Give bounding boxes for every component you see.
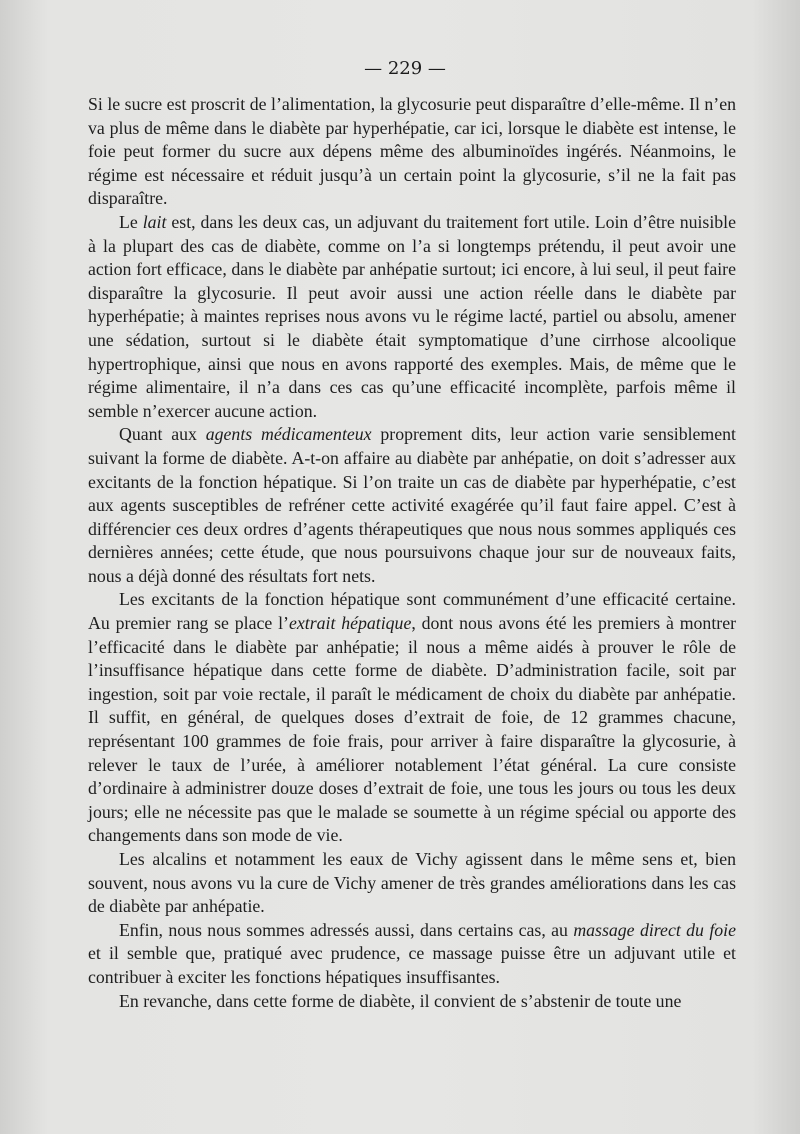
page-number: — 229 — bbox=[364, 58, 446, 79]
text-run: , dont nous avons été les premiers à montrer l’efficacité dans le diabète par anhépatie; il nous a même aidés à prouver le rôle de l’insuffisance hépatique dans cette forme de diabète. D’administration facile, soit par ingestion, soit par voie rectale, il paraît le médicament de choix du diabète par anhépatie. Il suffit, en général, de quelques doses d’extrait de foie, de 12 grammes chacune, représentant 100 grammes de foie frais, pour arriver à faire disparaître la glycosurie, à relever le taux de l’urée, à améliorer notablement l’état général. La cure consiste d’ordinaire à administrer douze doses d’extrait de foie, une tous les jours ou tous les deux jours; elle ne nécessite pas que le malade se soumette à un régime spécial ou apporte des changements dans son mode de vie. bbox=[88, 613, 737, 846]
paragraph bbox=[88, 848, 736, 919]
paragraph bbox=[88, 919, 736, 990]
text-run: proprement dits, leur action varie sensiblement suivant la forme de diabète. A-t-on affaire au diabète par anhépatie, on doit s’adresser aux excitants de la fonction hépatique. Si l’on traite un cas de diabète par hyperhépatie, c’est aux agents susceptibles de refréner cette activité exagérée qu’il faut faire appel. C’est à différencier ces deux ordres d’agents thérapeutiques que nous nous sommes appliqués ces dernières années; cette étude, que nous poursuivons chaque jour sur de nouveaux faits, nous a déjà donné des résultats fort nets. bbox=[88, 424, 736, 586]
paragraph bbox=[88, 588, 736, 848]
italic-phrase: agents médicamenteux bbox=[205, 424, 372, 445]
text-run: En revanche, dans cette forme de diabète, il convient de s’abstenir de toute une bbox=[119, 990, 682, 1011]
italic-phrase: massage direct du foie bbox=[573, 919, 736, 940]
paragraph bbox=[88, 93, 736, 211]
text-run: Les excitants de la fonction hépatique sont communément d’une efficacité certaine. Au premier rang se place l’ bbox=[88, 589, 736, 634]
text-run: Si le sucre est proscrit de l’alimentation, la glycosurie peut disparaître d’elle-même. Il n’en va plus de même dans le diabète par hyperhépatie, car ici, lorsque le diabète est intense, le foie peut former du sucre aux dépens même des albuminoïdes ingérés. Néanmoins, le régime est nécessaire et réduit jusqu’à un certain point la glycosurie, s’il ne la fait pas disparaître. bbox=[88, 94, 736, 209]
text-run: Le bbox=[119, 211, 143, 232]
paragraph bbox=[88, 211, 736, 423]
text-run: Quant aux bbox=[119, 424, 206, 445]
italic-phrase: lait bbox=[142, 211, 167, 232]
text-run: Enfin, nous nous sommes adressés aussi, dans certains cas, au bbox=[119, 919, 574, 940]
paragraph bbox=[88, 423, 736, 588]
italic-phrase: extrait hépatique bbox=[288, 613, 412, 634]
paragraph bbox=[88, 990, 736, 1014]
body-text bbox=[88, 93, 736, 1013]
text-run: est, dans les deux cas, un adjuvant du traitement fort utile. Loin d’être nuisible à la plupart des cas de diabète, comme on l’a si longtemps prétendu, il peut avoir une action fort efficace, dans le diabète par anhépatie surtout; ici encore, à lui seul, il peut faire disparaître la glycosurie. Il peut avoir aussi une action réelle dans le diabète par hyperhépatie; à maintes reprises nous avons vu le régime lacté, partiel ou absolu, amener une sédation, surtout si le diabète était symptomatique d’une cirrhose alcoolique hypertrophique, ainsi que nous en avons rapporté des exemples. Mais, de même que le régime alimentaire, il n’a dans ces cas qu’une efficacité incomplète, parfois même il semble n’exercer aucune action. bbox=[88, 211, 736, 421]
text-run: et il semble que, pratiqué avec prudence, ce massage puisse être un adjuvant utile et contribuer à exciter les fonctions hépatiques insuffisantes. bbox=[88, 943, 736, 987]
text-run: Les alcalins et notamment les eaux de Vichy agissent dans le même sens et, bien souvent, nous avons vu la cure de Vichy amener de très grandes améliorations dans les cas de diabète par anhépatie. bbox=[88, 849, 736, 917]
